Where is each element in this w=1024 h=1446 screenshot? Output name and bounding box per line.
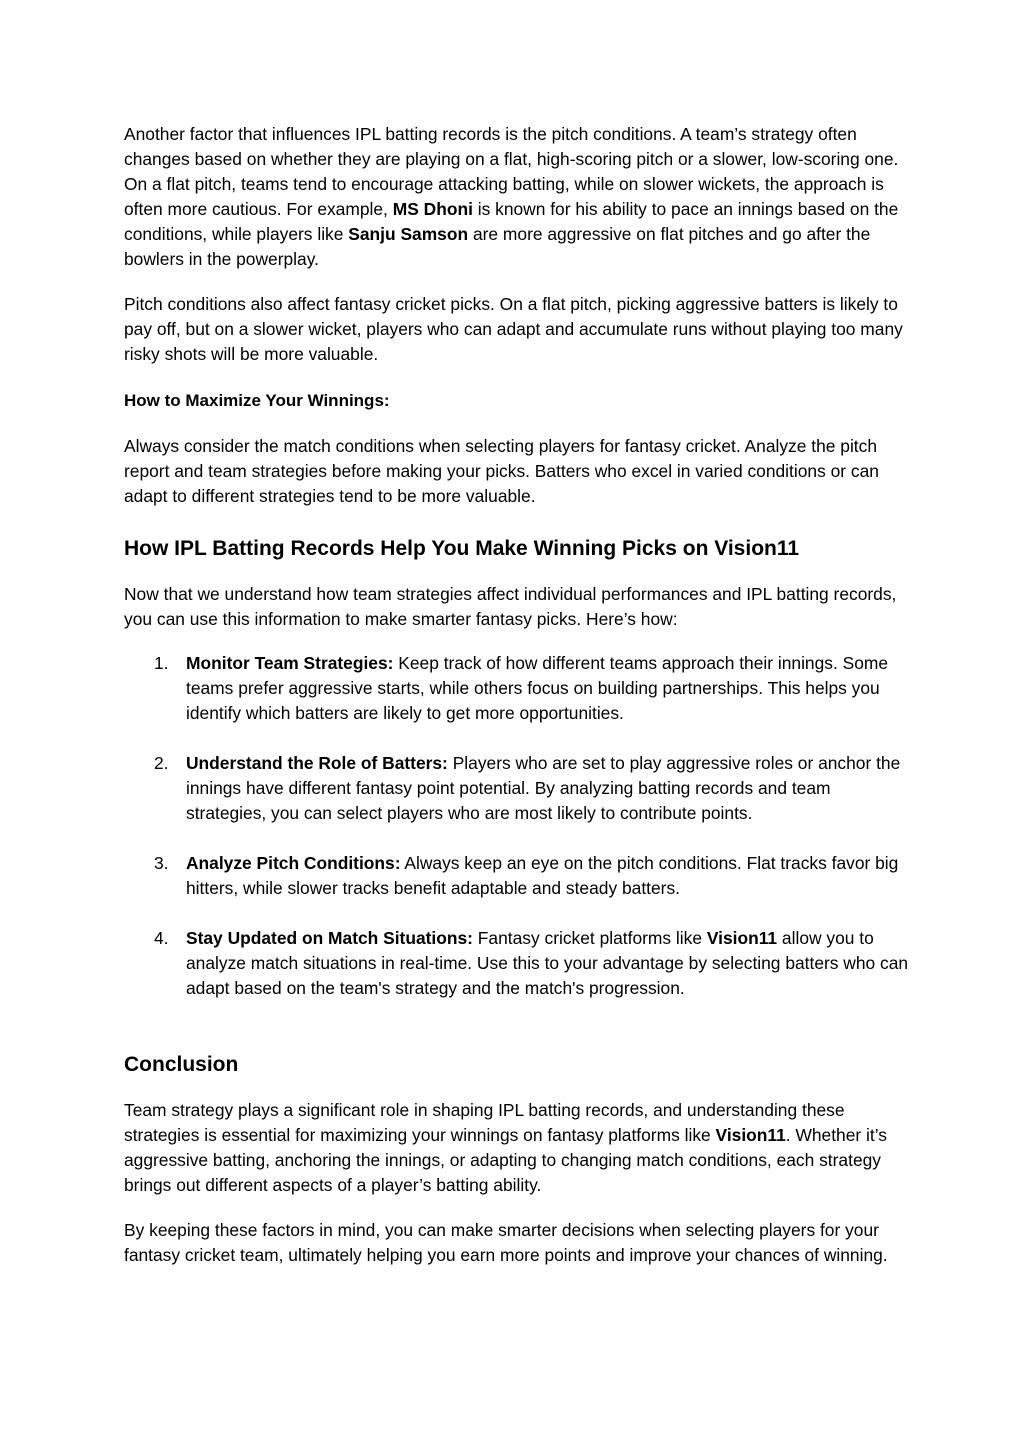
paragraph-intro-list: Now that we understand how team strategies affect individual performances and IPL batting records, you can use this information to make smarter fantasy picks. Here’s how: <box>124 584 897 629</box>
list-item-text-2: allow you to analyze match situations in real-time. Use this to your advantage by selecting batters who can adapt based on the team's strategy and the match's progression. <box>186 928 909 998</box>
list-number: 2. <box>154 753 169 773</box>
paragraph-match-conditions: Always consider the match conditions when selecting players for fantasy cricket. Analyze the pitch report and team strategies before making your picks. Batters who excel in varied conditions or can adapt to different strategies tend to be more valuable. <box>124 436 879 506</box>
list-item <box>124 751 914 826</box>
bold-vision11-conclusion: Vision11 <box>715 1125 786 1145</box>
list-item <box>124 651 914 726</box>
list-item-text: Players who are set to play aggressive roles or anchor the innings have different fantasy point potential. By analyzing batting records and team strategies, you can select players who are most likely to contribute points. <box>186 753 901 823</box>
heading-winning-picks: How IPL Batting Records Help You Make Winning Picks on Vision11 <box>124 537 800 560</box>
list-item-text: Fantasy cricket platforms like <box>472 928 707 948</box>
subheading-maximize-winnings: How to Maximize Your Winnings: <box>124 391 390 410</box>
bold-sanju-samson: Sanju Samson <box>348 224 469 244</box>
paragraph-fantasy-picks: Pitch conditions also affect fantasy cricket picks. On a flat pitch, picking aggressive batters is likely to pay off, but on a slower wicket, players who can adapt and accumulate runs without playing too many risky shots will be more valuable. <box>124 294 903 364</box>
list-item <box>124 851 914 901</box>
tips-list <box>124 651 914 1001</box>
list-item-title: Stay Updated on Match Situations: <box>186 928 473 948</box>
bold-ms-dhoni: MS Dhoni <box>392 199 473 219</box>
paragraph-conclusion: Team strategy plays a significant role in shaping IPL batting records, and understanding these strategies is essential for maximizing your winnings on fantasy platforms like Vision11. Whether it’s aggressive batting, anchoring the innings, or adapting to changing match conditions, each strategy brings out different aspects of a player’s batting ability. <box>124 1100 887 1195</box>
list-number: 4. <box>154 928 169 948</box>
list-item-title: Understand the Role of Batters: <box>186 753 448 773</box>
list-item-title: Analyze Pitch Conditions: <box>186 853 401 873</box>
list-item <box>124 926 914 1001</box>
paragraph-final: By keeping these factors in mind, you can make smarter decisions when selecting players for your fantasy cricket team, ultimately helping you earn more points and improve your chances of winning. <box>124 1220 888 1265</box>
list-item-text: Always keep an eye on the pitch conditions. Flat tracks favor big hitters, while slower tracks benefit adaptable and steady batters. <box>186 853 899 898</box>
list-item-text: Keep track of how different teams approach their innings. Some teams prefer aggressive starts, while others focus on building partnerships. This helps you identify which batters are likely to get more opportunities. <box>186 653 889 723</box>
document-page <box>124 122 914 1268</box>
list-item-title: Monitor Team Strategies: <box>186 653 394 673</box>
list-number: 1. <box>154 653 169 673</box>
heading-conclusion: Conclusion <box>124 1053 239 1076</box>
list-number: 3. <box>154 853 169 873</box>
bold-vision11: Vision11 <box>706 928 778 948</box>
paragraph-pitch-conditions: Another factor that influences IPL batting records is the pitch conditions. A team’s strategy often changes based on whether they are playing on a flat, high-scoring pitch or a slower, low-scoring one. On a flat pitch, teams tend to encourage attacking batting, while on slower wickets, the approach is often more cautious. For example, MS Dhoni is known for his ability to pace an innings based on the conditions, while players like Sanju Samson are more aggressive on flat pitches and go after the bowlers in the powerplay. <box>124 124 899 269</box>
